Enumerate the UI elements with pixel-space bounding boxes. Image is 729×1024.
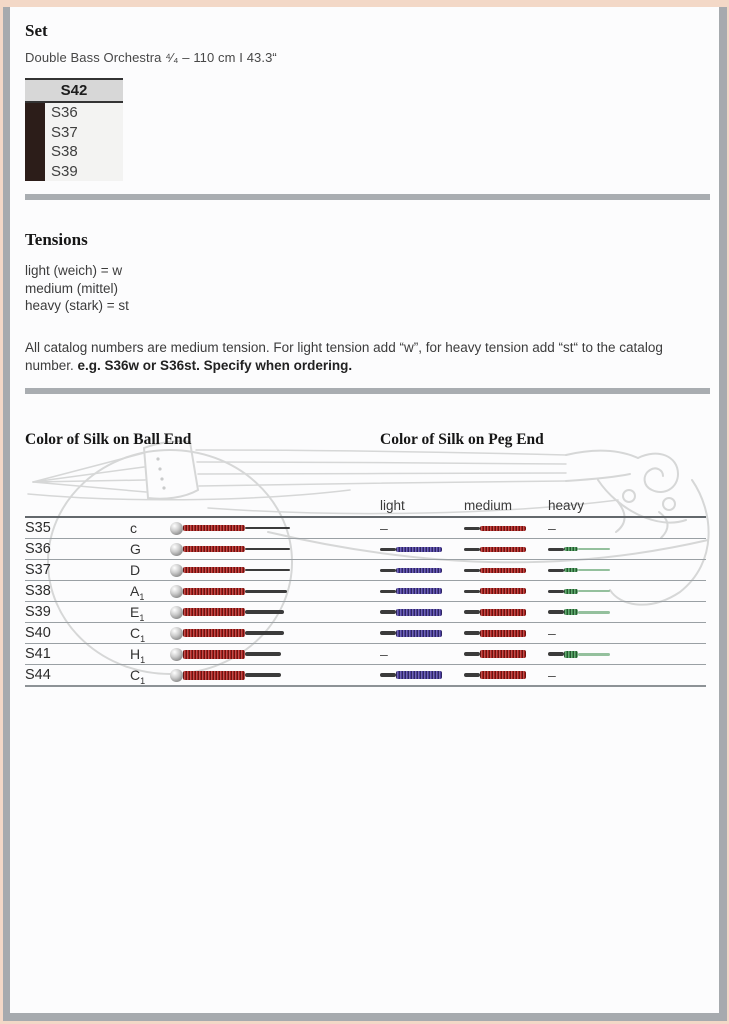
column-header-medium: medium: [464, 498, 513, 513]
string-silk-segment: [578, 611, 610, 614]
string-silk-segment: [480, 547, 526, 552]
catalog-number: S36: [25, 541, 51, 557]
string-silk-segment: [245, 569, 290, 571]
string-note-subscript: 1: [139, 591, 145, 602]
string-silk-segment: [380, 590, 396, 593]
string-silk-segment: [578, 653, 610, 656]
string-ball-icon: [170, 648, 183, 661]
string-silk-segment: [183, 588, 245, 595]
string-silk-segment: [548, 610, 564, 614]
ball-end-string-image: [170, 518, 290, 538]
string-silk-segment: [245, 652, 281, 656]
string-note: [130, 518, 137, 538]
string-note: [130, 665, 145, 691]
peg-end-heading: Color of Silk on Peg End: [380, 431, 544, 448]
string-silk-segment: [183, 629, 245, 637]
string-ball-icon: [170, 564, 183, 577]
silk-table-column-headers: [25, 487, 706, 516]
silk-table-row: [25, 581, 706, 602]
string-silk-segment: [380, 569, 396, 572]
string-ball-icon: [170, 669, 183, 682]
tension-note: [25, 339, 683, 374]
silk-color-table: [25, 487, 706, 687]
set-table-item: S36: [51, 104, 78, 121]
catalog-number: S41: [25, 646, 51, 662]
catalog-number: S35: [25, 520, 51, 536]
string-silk-segment: [480, 526, 526, 531]
ball-end-string-image: [170, 539, 290, 559]
string-silk-segment: [578, 548, 610, 550]
string-silk-segment: [380, 548, 396, 551]
not-available-dash: –: [380, 520, 388, 536]
peg-end-string-image-medium: [464, 602, 526, 622]
set-table-body: [25, 103, 123, 181]
column-header-light: light: [380, 498, 405, 513]
tension-legend-line: medium (mittel): [25, 280, 119, 296]
string-silk-segment: [245, 548, 290, 550]
ball-end-string-image: [170, 581, 287, 601]
set-table-item: S37: [51, 123, 78, 141]
string-silk-segment: [183, 567, 245, 573]
peg-end-string-image-medium: [464, 518, 526, 538]
string-silk-segment: [183, 650, 245, 659]
column-header-heavy: heavy: [548, 498, 585, 513]
string-silk-segment: [183, 671, 245, 680]
string-silk-segment: [245, 590, 287, 593]
peg-end-string-image-light: [380, 581, 442, 601]
string-silk-segment: [396, 568, 442, 573]
string-silk-segment: [480, 671, 526, 679]
string-silk-segment: [578, 590, 610, 592]
peg-end-string-image-light: [380, 560, 442, 580]
ball-end-string-image: [170, 665, 281, 685]
string-silk-segment: [564, 609, 578, 615]
peg-end-string-image-light: [380, 602, 442, 622]
not-available-dash: –: [548, 625, 556, 641]
string-silk-segment: [564, 568, 578, 572]
peg-end-string-image-light: [380, 539, 442, 559]
string-silk-segment: [480, 588, 526, 594]
string-ball-icon: [170, 543, 183, 556]
silk-table-row: [25, 560, 706, 581]
not-available-dash: –: [380, 646, 388, 662]
string-silk-segment: [480, 650, 526, 658]
catalog-page: [10, 7, 719, 1013]
catalog-number: S44: [25, 667, 51, 683]
ball-end-heading: Color of Silk on Ball End: [25, 431, 192, 448]
string-silk-segment: [245, 631, 284, 635]
string-silk-segment: [396, 609, 442, 616]
string-ball-icon: [170, 522, 183, 535]
tension-legend-line: heavy (stark) = st: [25, 298, 129, 313]
string-note-letter: A: [130, 583, 140, 599]
set-table-header: S42: [25, 80, 123, 103]
peg-end-string-image-heavy: [548, 560, 610, 580]
tensions-heading: Tensions: [25, 230, 88, 249]
catalog-number: S37: [25, 562, 51, 578]
string-silk-segment: [183, 608, 245, 616]
string-note-subscript: 1: [140, 633, 146, 644]
string-silk-segment: [183, 525, 245, 531]
string-note-letter: H: [130, 646, 141, 662]
string-silk-segment: [396, 630, 442, 637]
string-note: [130, 539, 141, 559]
string-silk-segment: [396, 671, 442, 679]
string-silk-segment: [245, 527, 290, 529]
string-silk-segment: [480, 630, 526, 637]
string-silk-segment: [183, 546, 245, 552]
silk-table-rows: [25, 516, 706, 687]
string-note-letter: D: [130, 562, 141, 578]
string-silk-segment: [548, 652, 564, 656]
string-note-letter: C: [130, 625, 141, 641]
ball-end-string-image: [170, 644, 281, 664]
string-silk-segment: [396, 547, 442, 552]
catalog-number: S39: [25, 604, 51, 620]
string-silk-segment: [245, 610, 284, 614]
string-silk-segment: [380, 610, 396, 614]
peg-end-string-image-light: [380, 665, 442, 685]
string-note-letter: G: [130, 541, 141, 557]
string-silk-segment: [380, 631, 396, 635]
peg-end-string-image-heavy: [548, 602, 610, 622]
string-silk-segment: [480, 568, 526, 573]
peg-end-string-image-heavy: [548, 581, 610, 601]
string-silk-segment: [464, 652, 480, 656]
set-table: [25, 78, 123, 181]
peg-end-string-image-medium: [464, 560, 526, 580]
silk-table-row: [25, 602, 706, 623]
silk-table-row: [25, 644, 706, 665]
ball-end-string-image: [170, 623, 284, 643]
tension-legend-line: light (weich) = w: [25, 263, 123, 278]
silk-table-row: [25, 539, 706, 560]
string-silk-segment: [464, 610, 480, 614]
string-silk-segment: [564, 589, 578, 594]
string-silk-segment: [548, 548, 564, 551]
not-available-dash: –: [548, 667, 556, 683]
string-silk-segment: [564, 547, 578, 551]
string-silk-segment: [245, 673, 281, 677]
string-note-subscript: 1: [140, 654, 146, 665]
peg-end-string-image-heavy: [548, 539, 610, 559]
string-ball-icon: [170, 627, 183, 640]
string-silk-segment: [548, 569, 564, 572]
string-silk-segment: [464, 590, 480, 593]
string-silk-segment: [480, 609, 526, 616]
ball-end-string-image: [170, 560, 290, 580]
string-silk-segment: [464, 548, 480, 551]
catalog-number: S38: [25, 583, 51, 599]
not-available-dash: –: [548, 520, 556, 536]
tension-note-regular: All catalog numbers are medium tension. For light tension add “w”, for heavy tension add “st“ to the catalog number.: [25, 340, 663, 373]
peg-end-string-image-light: [380, 623, 442, 643]
silk-table-row: [25, 518, 706, 539]
string-silk-segment: [564, 651, 578, 658]
ball-end-string-image: [170, 602, 284, 622]
set-subtitle: Double Bass Orchestra ⁴⁄₄ – 110 cm I 43.3“: [25, 50, 277, 65]
string-note-subscript: 1: [140, 675, 146, 686]
peg-end-string-image-medium: [464, 644, 526, 664]
silk-table-row: [25, 623, 706, 644]
peg-end-string-image-medium: [464, 623, 526, 643]
string-silk-segment: [396, 588, 442, 594]
tension-note-bold: e.g. S36w or S36st. Specify when ordering.: [77, 357, 353, 373]
string-note: [130, 560, 140, 580]
section-divider: [25, 194, 710, 200]
string-silk-segment: [464, 673, 480, 677]
string-silk-segment: [548, 590, 564, 593]
peg-end-string-image-heavy: [548, 644, 610, 664]
set-table-color-bar: [25, 103, 45, 181]
silk-table-row: [25, 665, 706, 687]
tension-legend: [25, 262, 129, 315]
string-silk-segment: [464, 527, 480, 530]
string-ball-icon: [170, 585, 183, 598]
string-silk-segment: [578, 569, 610, 571]
string-note-subscript: 1: [139, 612, 145, 623]
section-divider: [25, 388, 710, 394]
string-silk-segment: [464, 569, 480, 572]
set-table-item: S38: [51, 143, 78, 160]
string-silk-segment: [464, 631, 480, 635]
peg-end-string-image-medium: [464, 539, 526, 559]
peg-end-string-image-medium: [464, 665, 526, 685]
set-table-item: S39: [51, 162, 78, 180]
string-note-letter: C: [130, 667, 141, 683]
set-heading: Set: [25, 21, 48, 40]
string-note-letter: E: [130, 604, 140, 620]
peg-end-string-image-medium: [464, 581, 526, 601]
string-ball-icon: [170, 606, 183, 619]
catalog-number: S40: [25, 625, 51, 641]
string-note-letter: c: [130, 520, 137, 536]
string-silk-segment: [380, 673, 396, 677]
